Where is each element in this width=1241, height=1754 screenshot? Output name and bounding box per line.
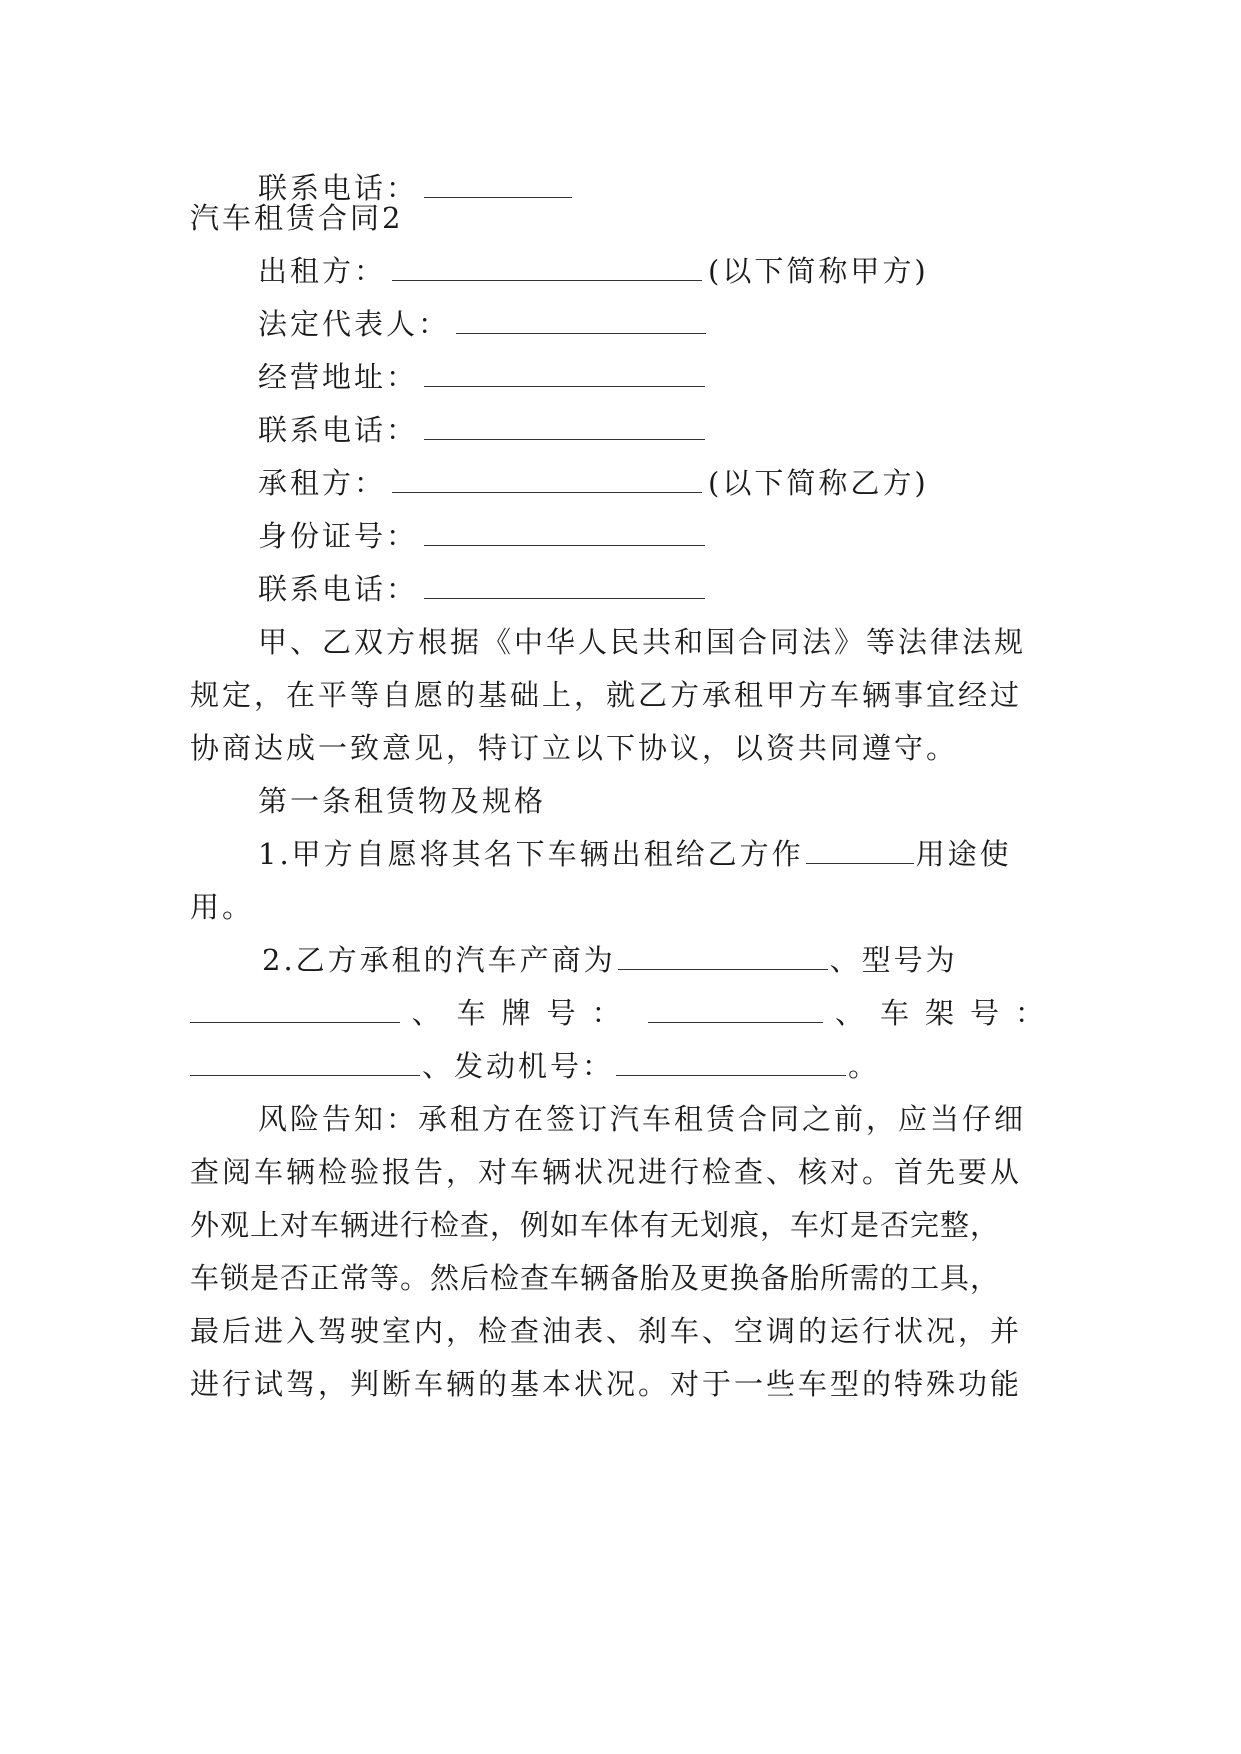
- article-heading: [258, 781, 1060, 821]
- risk-text: 最后进入驾驶室内，检查油表、刹车、空调的运行状况，并: [190, 1314, 1023, 1348]
- risk-line: [258, 1099, 1060, 1139]
- representative-label: 法定代表人：: [258, 307, 451, 341]
- lessee-phone-label: 联系电话：: [258, 572, 419, 606]
- lessor-label: 出租方：: [258, 254, 387, 288]
- document-title: [190, 198, 1060, 238]
- item-2-text: 2.乙方承租的汽车产商为: [262, 943, 616, 977]
- item-1-cont: [190, 887, 1060, 927]
- representative-blank: [456, 305, 706, 334]
- risk-text: 风险告知：承租方在签订汽车租赁合同之前，应当仔细: [258, 1102, 1027, 1136]
- risk-line: [190, 1152, 1060, 1192]
- lessor-phone-label: 联系电话：: [258, 413, 419, 447]
- risk-text: 车锁是否正常等。然后检查车辆备胎及更换备胎所需的工具，: [190, 1261, 1001, 1295]
- paragraph-line: [258, 622, 1060, 662]
- article-heading-text: 第一条租赁物及规格: [258, 784, 547, 818]
- risk-line: [190, 1205, 1060, 1245]
- address-line: [258, 357, 1060, 397]
- lessee-phone-line: [258, 569, 1060, 609]
- lessee-label: 承租方：: [258, 466, 387, 500]
- lessee-blank: [392, 464, 702, 493]
- manufacturer-blank: [618, 941, 828, 970]
- lessee-phone-blank: [424, 570, 705, 599]
- lessor-phone-blank: [424, 411, 705, 440]
- item-1-text-end: 用途使: [915, 837, 1012, 871]
- paragraph-line: [190, 728, 1060, 768]
- lessee-line: [258, 463, 1060, 503]
- risk-line: [190, 1311, 1060, 1351]
- contact-phone-blank: [424, 169, 572, 198]
- item-1-text: 1.甲方自愿将其名下车辆出租给乙方作: [258, 837, 804, 871]
- paragraph-text: 甲、乙双方根据《中华人民共和国合同法》等法律法规: [258, 625, 1027, 659]
- address-label: 经营地址：: [258, 360, 419, 394]
- risk-line: [190, 1364, 1060, 1404]
- model-label: 、型号为: [829, 943, 958, 977]
- contact-phone-label: 联系电话：: [258, 171, 419, 205]
- risk-text: 查阅车辆检验报告，对车辆状况进行检查、核对。首先要从: [190, 1155, 1023, 1189]
- id-number-blank: [424, 517, 705, 546]
- title-text: 汽车租赁合同2: [190, 201, 404, 235]
- id-number-line: [258, 516, 1060, 556]
- lessor-suffix: (以下简称甲方): [708, 254, 929, 288]
- engine-blank: [616, 1047, 846, 1076]
- id-number-label: 身份证号：: [258, 519, 419, 553]
- model-blank: [190, 994, 400, 1023]
- plate-blank: [648, 994, 823, 1023]
- item-1-cont-text: 用。: [190, 890, 255, 924]
- lessor-blank: [392, 252, 702, 281]
- lessee-suffix: (以下简称乙方): [708, 466, 929, 500]
- representative-line: [258, 304, 1060, 344]
- item-2-line: [262, 940, 1060, 980]
- purpose-blank: [806, 835, 914, 864]
- risk-line: [190, 1258, 1060, 1298]
- paragraph-line: [190, 675, 1060, 715]
- lessor-phone-line: [258, 410, 1060, 450]
- paragraph-text: 协商达成一致意见，特订立以下协议，以资共同遵守。: [190, 731, 959, 765]
- risk-text: 外观上对车辆进行检查，例如车体有无划痕，车灯是否完整，: [190, 1208, 1001, 1242]
- plate-label: 、车牌号：: [411, 996, 637, 1030]
- risk-text: 进行试驾，判断车辆的基本状况。对于一些车型的特殊功能: [190, 1367, 1023, 1401]
- engine-label: 、发动机号：: [422, 1049, 615, 1083]
- lessor-line: [258, 251, 1060, 291]
- item-2-line-2: [190, 993, 1060, 1033]
- frame-label: 、车架号：: [834, 996, 1060, 1030]
- item-2-line-3: [190, 1046, 1060, 1086]
- address-blank: [424, 358, 705, 387]
- frame-blank: [190, 1047, 420, 1076]
- paragraph-text: 规定，在平等自愿的基础上，就乙方承租甲方车辆事宜经过: [190, 678, 1023, 712]
- period: 。: [848, 1049, 881, 1083]
- item-1-line: [258, 834, 1060, 874]
